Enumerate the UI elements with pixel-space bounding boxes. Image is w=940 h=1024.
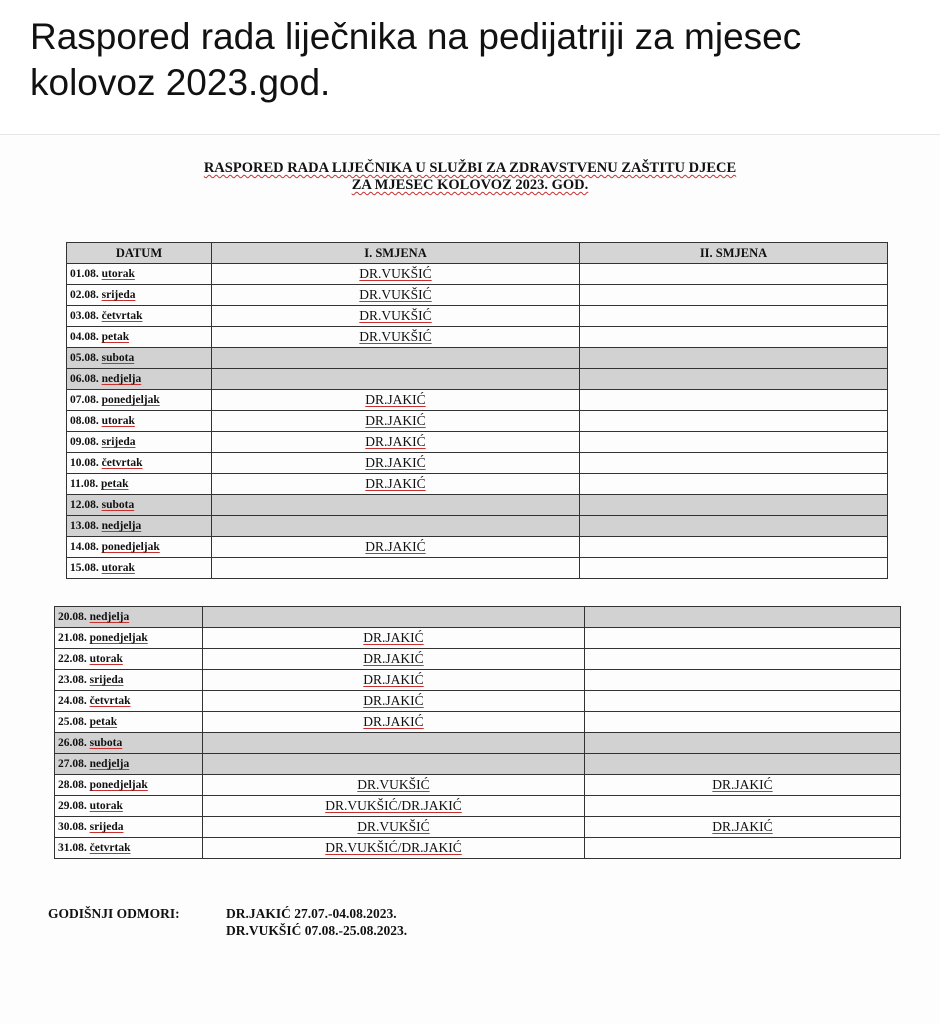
shift2-cell [585,649,901,670]
shift1-cell [203,796,585,817]
table-row [67,474,888,495]
shift1-cell [212,264,580,285]
header-shift1: I. SMJENA [212,243,580,264]
date-cell [55,691,203,712]
schedule-table-part2 [54,606,901,859]
date-cell [67,558,212,579]
header-shift2: II. SMJENA [580,243,888,264]
date-cell [67,285,212,306]
header-date: DATUM [67,243,212,264]
date-cell [67,264,212,285]
shift1-doctor: DR.JAKIĆ [363,714,424,729]
date-cell [67,537,212,558]
weekday-value: petak [101,331,130,343]
shift1-doctor: DR.JAKIĆ [365,434,426,449]
shift1-doctor: DR.VUKŠIĆ [359,287,432,302]
shift1-cell [212,306,580,327]
table-row [67,432,888,453]
weekday-value: nedjelja [101,520,142,532]
shift2-cell [585,733,901,754]
shift2-cell [585,670,901,691]
shift2-cell [585,775,901,796]
date-value: 24.08. [58,695,87,707]
date-value: 25.08. [58,716,87,728]
date-cell [55,607,203,628]
shift1-doctor: DR.VUKŠIĆ [357,777,430,792]
table-row [55,691,901,712]
date-cell [67,390,212,411]
annual-leave-line: DR.VUKŠIĆ 07.08.-25.08.2023. [226,923,408,938]
shift2-cell [585,796,901,817]
document-title-line2: ZA MJESEC KOLOVOZ 2023. GOD. [351,177,589,193]
shift1-cell [203,775,585,796]
shift2-doctor: DR.JAKIĆ [712,777,773,792]
weekday-value: utorak [89,653,123,665]
schedule-document-image[interactable] [0,135,940,1024]
date-value: 11.08. [70,478,99,490]
shift1-doctor: DR.JAKIĆ [363,693,424,708]
shift2-cell [580,390,888,411]
date-value: 28.08. [58,779,87,791]
table-row [67,411,888,432]
shift2-cell [580,432,888,453]
shift2-cell [585,754,901,775]
weekday-value: četvrtak [101,310,143,322]
shift2-cell [585,712,901,733]
table-row [67,306,888,327]
shift2-cell [585,838,901,859]
shift2-doctor: DR.JAKIĆ [712,819,773,834]
weekday-value: srijeda [101,289,136,301]
shift2-cell [580,537,888,558]
shift1-cell [212,432,580,453]
shift1-cell [212,411,580,432]
post-header [0,0,940,135]
weekday-value: četvrtak [89,695,131,707]
date-value: 20.08. [58,611,87,623]
table-row [67,369,888,390]
date-value: 13.08. [70,520,99,532]
table-row [67,390,888,411]
date-value: 01.08. [70,268,99,280]
date-value: 15.08. [70,562,99,574]
table-row [67,558,888,579]
date-value: 05.08. [70,352,99,364]
date-cell [67,474,212,495]
date-cell [55,628,203,649]
annual-leave-line: DR.JAKIĆ 27.07.-04.08.2023. [226,906,397,921]
schedule-table-part1 [66,242,888,579]
shift1-doctor: DR.VUKŠIĆ [359,308,432,323]
shift2-cell [585,628,901,649]
date-value: 08.08. [70,415,99,427]
date-value: 02.08. [70,289,99,301]
weekday-value: subota [101,352,135,364]
shift1-doctor: DR.VUKŠIĆ/DR.JAKIĆ [325,798,462,813]
shift1-doctor: DR.JAKIĆ [363,651,424,666]
table-row [55,838,901,859]
weekday-value: ponedjeljak [89,779,148,791]
shift1-cell [203,733,585,754]
table-row [67,516,888,537]
date-cell [55,838,203,859]
table-row [67,537,888,558]
shift1-doctor: DR.JAKIĆ [365,476,426,491]
shift1-cell [203,691,585,712]
date-value: 06.08. [70,373,99,385]
shift2-cell [580,453,888,474]
weekday-value: petak [101,478,129,490]
weekday-value: utorak [101,268,135,280]
date-value: 30.08. [58,821,87,833]
shift1-doctor: DR.JAKIĆ [365,539,426,554]
weekday-value: ponedjeljak [101,394,160,406]
date-cell [67,453,212,474]
document-title-line1: RASPORED RADA LIJEČNIKA U SLUŽBI ZA ZDRAVSTVENU ZAŠTITU DJECE [203,160,737,176]
date-cell [67,306,212,327]
shift2-cell [580,306,888,327]
date-value: 21.08. [58,632,87,644]
shift1-doctor: DR.VUKŠIĆ [357,819,430,834]
date-value: 10.08. [70,457,99,469]
date-cell [55,754,203,775]
table-row [55,796,901,817]
date-value: 12.08. [70,499,99,511]
shift1-cell [212,474,580,495]
table-row [55,628,901,649]
table-row [55,649,901,670]
shift1-doctor: DR.JAKIĆ [363,630,424,645]
shift2-cell [580,327,888,348]
shift1-doctor: DR.VUKŠIĆ [359,329,432,344]
date-cell [67,432,212,453]
shift1-cell [203,712,585,733]
date-value: 31.08. [58,842,87,854]
table-row [55,775,901,796]
shift1-cell [203,817,585,838]
date-cell [67,348,212,369]
weekday-value: nedjelja [89,758,130,770]
shift1-cell [212,558,580,579]
date-cell [55,670,203,691]
weekday-value: petak [89,716,118,728]
shift2-cell [580,558,888,579]
date-cell [55,796,203,817]
weekday-value: nedjelja [89,611,130,623]
weekday-value: subota [101,499,135,511]
date-value: 29.08. [58,800,87,812]
date-value: 14.08. [70,541,99,553]
table-row [67,495,888,516]
shift1-doctor: DR.JAKIĆ [363,672,424,687]
shift1-cell [212,453,580,474]
shift1-cell [212,537,580,558]
shift1-cell [212,390,580,411]
date-cell [55,733,203,754]
date-value: 09.08. [70,436,99,448]
shift1-doctor: DR.VUKŠIĆ [359,266,432,281]
table-row [55,754,901,775]
date-value: 04.08. [70,331,99,343]
shift1-cell [203,670,585,691]
shift1-doctor: DR.JAKIĆ [365,392,426,407]
image-splice-gap [66,594,906,606]
weekday-value: utorak [101,415,135,427]
date-cell [55,649,203,670]
post-title: Raspored rada liječnika na pedijatriji za mjesec kolovoz 2023.god. [30,16,802,103]
weekday-value: subota [89,737,123,749]
date-cell [67,369,212,390]
shift1-cell [212,285,580,306]
shift2-cell [580,516,888,537]
date-cell [67,411,212,432]
table-row [67,327,888,348]
shift2-cell [580,495,888,516]
table-row [55,670,901,691]
weekday-value: utorak [101,562,135,574]
table-row [55,817,901,838]
weekday-value: srijeda [101,436,136,448]
date-cell [67,495,212,516]
table-row [67,453,888,474]
shift2-cell [580,264,888,285]
shift1-doctor: DR.VUKŠIĆ/DR.JAKIĆ [325,840,462,855]
shift2-cell [580,411,888,432]
table-row [55,712,901,733]
date-value: 26.08. [58,737,87,749]
weekday-value: nedjelja [101,373,142,385]
shift1-cell [212,327,580,348]
date-value: 23.08. [58,674,87,686]
weekday-value: srijeda [89,821,124,833]
shift2-cell [580,348,888,369]
weekday-value: srijeda [89,674,124,686]
table-header-row [67,243,888,264]
shift1-cell [203,649,585,670]
date-cell [55,712,203,733]
table-row [67,285,888,306]
table-row [67,348,888,369]
date-cell [67,327,212,348]
date-value: 07.08. [70,394,99,406]
shift2-cell [585,691,901,712]
shift1-cell [212,495,580,516]
date-cell [67,516,212,537]
shift1-cell [212,348,580,369]
date-cell [55,817,203,838]
table-row [55,733,901,754]
weekday-value: ponedjeljak [89,632,148,644]
date-value: 27.08. [58,758,87,770]
date-cell [55,775,203,796]
date-value: 03.08. [70,310,99,322]
shift1-cell [203,628,585,649]
shift2-cell [580,285,888,306]
shift1-cell [203,838,585,859]
date-value: 22.08. [58,653,87,665]
table-row [67,264,888,285]
weekday-value: ponedjeljak [101,541,160,553]
shift1-cell [212,369,580,390]
shift2-cell [585,607,901,628]
shift1-cell [203,607,585,628]
shift1-cell [212,516,580,537]
weekday-value: četvrtak [101,457,143,469]
annual-leave-label: GODIŠNJI ODMORI: [48,906,180,921]
shift1-doctor: DR.JAKIĆ [365,413,426,428]
shift1-cell [203,754,585,775]
weekday-value: utorak [89,800,123,812]
weekday-value: četvrtak [89,842,131,854]
shift2-cell [585,817,901,838]
shift1-doctor: DR.JAKIĆ [365,455,426,470]
table-row [55,607,901,628]
shift2-cell [580,474,888,495]
shift2-cell [580,369,888,390]
